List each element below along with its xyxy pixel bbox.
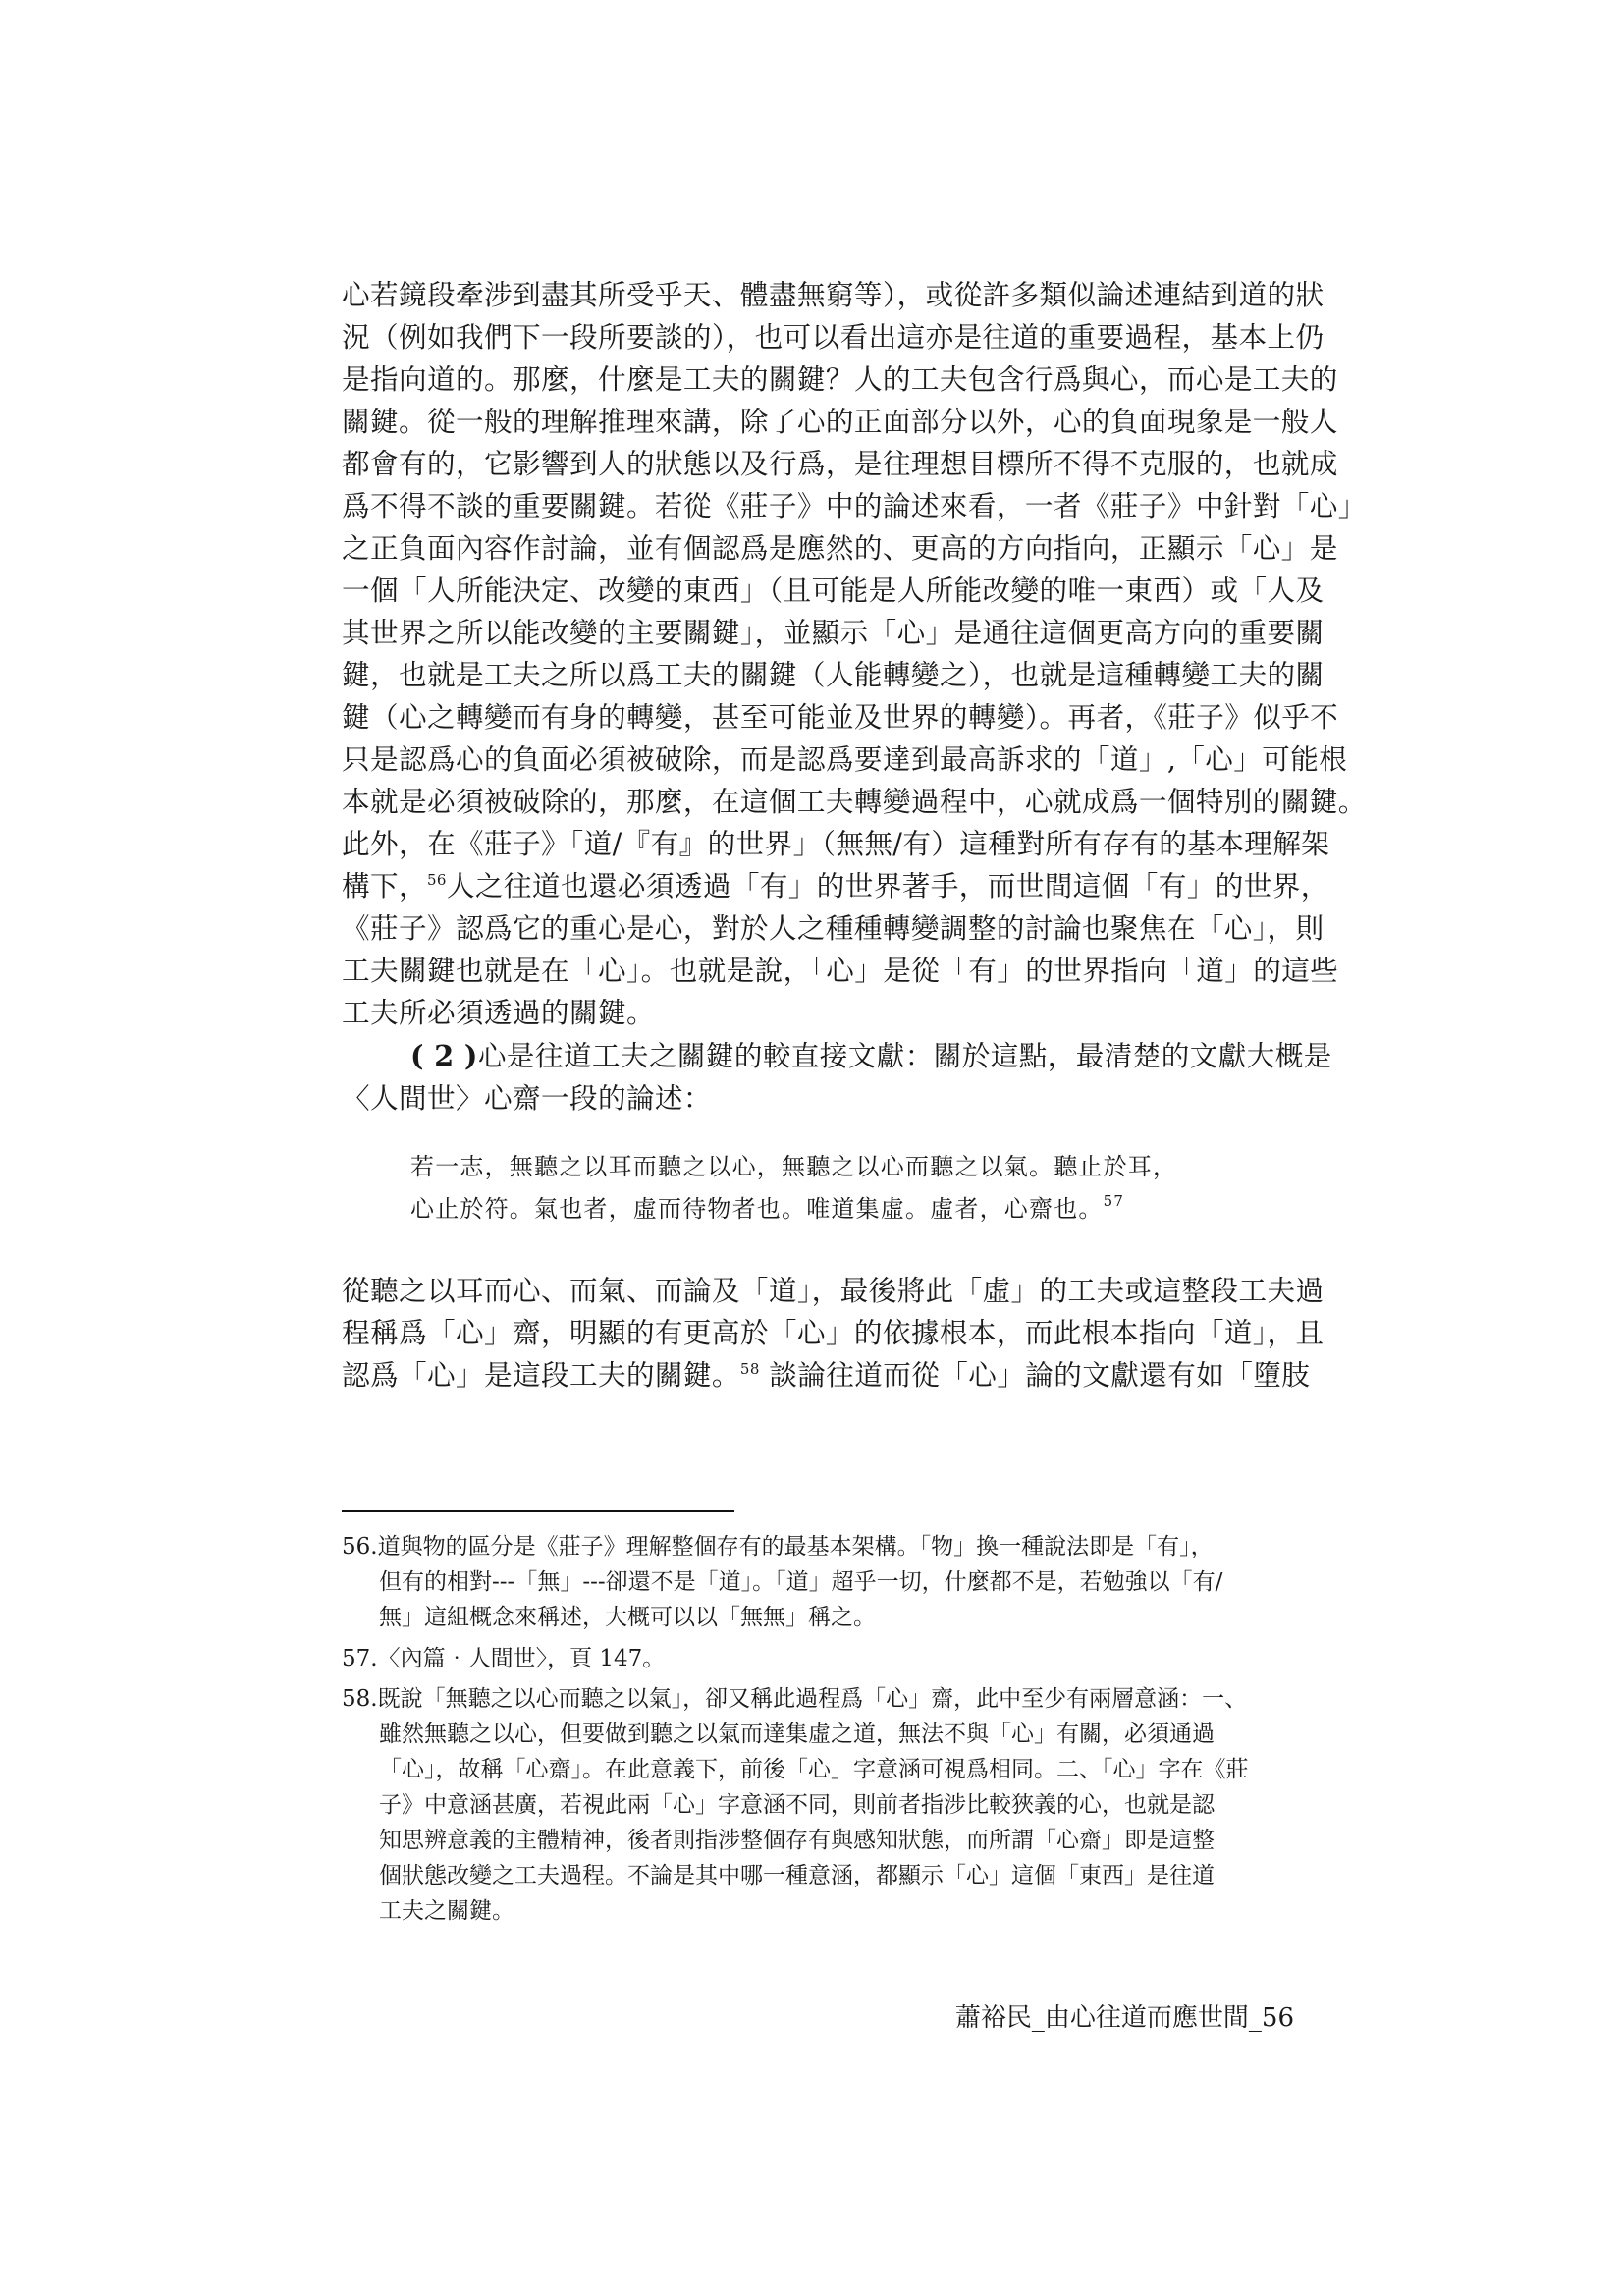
- para2-line-2: 〈人間世〉心齋一段的論述：: [342, 1081, 712, 1115]
- para2-line-1: [410, 1036, 1332, 1075]
- footnote-58-line-7: 工夫之關鍵。: [379, 1898, 514, 1924]
- footnote-58-line-6: 個狀態改變之工夫過程。不論是其中哪一種意涵，都顯示「心」這個「東西」是往道: [379, 1863, 1215, 1888]
- footnote-divider: [342, 1510, 734, 1512]
- quote-line-1: 若一志，無聽之以耳而聽之以心，無聽之以心而聽之以氣。聽止於耳，: [410, 1153, 1178, 1180]
- footnote-58-line-2: 雖然無聽之以心，但要做到聽之以氣而達集虛之道，無法不與「心」有關，必須通過: [379, 1722, 1215, 1747]
- footnote-56-line-3: 無」這組概念來稱述，大概可以以「無無」稱之。: [379, 1605, 876, 1630]
- body-line-12: 只是認爲心的負面必須被破除，而是認爲要達到最高訴求的「道」,「心」可能根: [342, 742, 1348, 776]
- footnote-ref-56[interactable]: 56: [426, 871, 447, 889]
- after-line-3-end: 談論往道而從「心」論的文獻還有如「墮肢: [759, 1358, 1311, 1392]
- footnote-58-line-5: 知思辨意義的主體精神，後者則指涉整個存有與感知狀態，而所謂「心齋」即是這整: [379, 1828, 1215, 1853]
- body-line-15-start: 構下，: [342, 869, 427, 902]
- body-line-10: 鍵，也就是工夫之所以爲工夫的關鍵（人能轉變之），也就是這種轉變工夫的關: [342, 658, 1325, 691]
- footnote-ref-57[interactable]: 57: [1103, 1192, 1125, 1210]
- footnote-57: 57.〈內篇‧人間世〉，頁 147。: [342, 1646, 666, 1671]
- body-line-7: 之正負面內容作討論，並有個認爲是應然的、更高的方向指向，正顯示「心」是: [342, 531, 1338, 565]
- footnote-56-line-2: 但有的相對---「無」---卻還不是「道」。「道」超乎一切，什麼都不是，若勉強以「有/: [379, 1569, 1223, 1595]
- para2-number: ( 2 ): [410, 1039, 478, 1072]
- body-line-17: 工夫關鍵也就是在「心」。也就是說，「心」是從「有」的世界指向「道」的這些: [342, 954, 1339, 987]
- body-line-3: 是指向道的。那麼，什麼是工夫的關鍵？人的工夫包含行爲與心，而心是工夫的: [342, 362, 1338, 396]
- body-line-14: 此外，在《莊子》「道/『有』的世界」（無無/有）這種對所有存有的基本理解架: [342, 827, 1330, 860]
- body-line-6: 爲不得不談的重要關鍵。若從《莊子》中的論述來看，一者《莊子》中針對「心」: [342, 489, 1367, 522]
- page-footer: 蕭裕民_由心往道而應世間_56: [954, 2003, 1294, 2033]
- body-line-15-end: 人之往道也還必須透過「有」的世界著手，而世間這個「有」的世界，: [446, 869, 1329, 902]
- body-line-13: 本就是必須被破除的，那麼，在這個工夫轉變過程中，心就成爲一個特別的關鍵。: [342, 785, 1367, 818]
- quote-line-2: [410, 1191, 1245, 1227]
- para2-text: 心是往道工夫之關鍵的較直接文獻：關於這點，最清楚的文獻大概是: [477, 1039, 1332, 1072]
- after-line-3: [342, 1355, 1311, 1394]
- footnote-58-line-1: 58.既說「無聽之以心而聽之以氣」，卻又稱此過程爲「心」齋，此中至少有兩層意涵：一、: [342, 1686, 1248, 1712]
- body-line-8: 一個「人所能決定、改變的東西」（且可能是人所能改變的唯一東西）或「人及: [342, 574, 1325, 607]
- body-line-2: 況（例如我們下一段所要談的），也可以看出這亦是往道的重要過程，基本上仍: [342, 320, 1325, 354]
- body-line-16: 《莊子》認爲它的重心是心，對於人之種種轉變調整的討論也聚焦在「心」，則: [342, 911, 1325, 945]
- footnote-58-line-3: 「心」，故稱「心齋」。在此意義下，前後「心」字意涵可視爲相同。二、「心」字在《莊: [379, 1757, 1249, 1782]
- after-line-2: 程稱爲「心」齋，明顯的有更高於「心」的依據根本，而此根本指向「道」，且: [342, 1316, 1325, 1349]
- body-line-4: 關鍵。從一般的理解推理來講，除了心的正面部分以外，心的負面現象是一般人: [342, 405, 1338, 438]
- body-line-1: 心若鏡段牽涉到盡其所受乎天、體盡無窮等），或從許多類似論述連結到道的狀: [342, 278, 1325, 311]
- quote-line-2-text: 心止於符。氣也者，虛而待物者也。唯道集虛。虛者，心齋也。: [410, 1195, 1104, 1223]
- body-line-5: 都會有的，它影響到人的狀態以及行爲，是往理想目標所不得不克服的，也就成: [342, 447, 1338, 480]
- body-line-15: [342, 866, 1329, 905]
- footnote-58-line-4: 子》中意涵甚廣，若視此兩「心」字意涵不同，則前者指涉比較狹義的心，也就是認: [379, 1792, 1215, 1818]
- body-line-18: 工夫所必須透過的關鍵。: [342, 996, 655, 1029]
- footnote-ref-58[interactable]: 58: [739, 1360, 760, 1378]
- body-line-9: 其世界之所以能改變的主要關鍵」，並顯示「心」是通往這個更高方向的重要關: [342, 616, 1325, 649]
- after-line-3-start: 認爲「心」是這段工夫的關鍵。: [342, 1358, 740, 1392]
- body-line-11: 鍵（心之轉變而有身的轉變，甚至可能並及世界的轉變）。再者，《莊子》似乎不: [342, 700, 1339, 734]
- after-line-1: 從聽之以耳而心、而氣、而論及「道」，最後將此「虛」的工夫或這整段工夫過: [342, 1274, 1325, 1307]
- footnote-56-line-1: 56.道與物的區分是《莊子》理解整個存有的最基本架構。「物」換一種說法即是「有」，: [342, 1534, 1214, 1559]
